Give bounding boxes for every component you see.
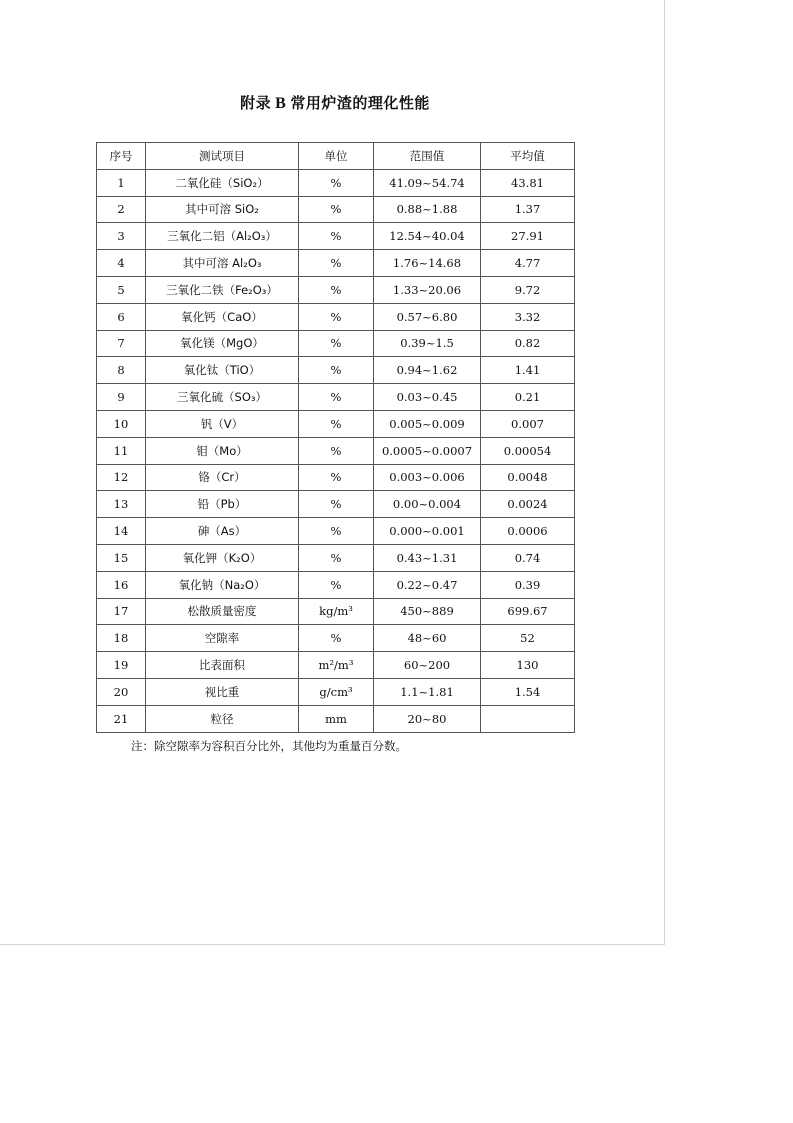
cell-no: 8 [97,357,146,384]
table-header-row [97,143,575,170]
cell-avg: 0.21 [481,384,575,411]
header-unit: 单位 [299,143,374,170]
cell-no: 21 [97,705,146,732]
cell-item: 松散质量密度 [146,598,299,625]
cell-unit: % [299,223,374,250]
cell-no: 2 [97,196,146,223]
cell-unit: % [299,518,374,545]
table-row [97,464,575,491]
cell-item: 铬（Cr） [146,464,299,491]
cell-avg: 43.81 [481,169,575,196]
cell-unit: % [299,410,374,437]
header-no: 序号 [97,143,146,170]
cell-unit: % [299,464,374,491]
cell-range: 60~200 [374,652,481,679]
cell-unit: % [299,625,374,652]
cell-item: 铅（Pb） [146,491,299,518]
cell-item: 三氧化硫（SO₃） [146,384,299,411]
cell-avg: 0.0048 [481,464,575,491]
cell-item: 其中可溶 SiO₂ [146,196,299,223]
cell-no: 16 [97,571,146,598]
cell-range: 41.09~54.74 [374,169,481,196]
table-row [97,544,575,571]
cell-range: 0.39~1.5 [374,330,481,357]
cell-avg: 1.54 [481,678,575,705]
header-item: 测试项目 [146,143,299,170]
cell-no: 3 [97,223,146,250]
cell-range: 0.005~0.009 [374,410,481,437]
cell-avg: 9.72 [481,276,575,303]
table-row [97,598,575,625]
cell-range: 0.22~0.47 [374,571,481,598]
header-range: 范围值 [374,143,481,170]
cell-unit: % [299,276,374,303]
cell-range: 0.43~1.31 [374,544,481,571]
cell-item: 二氧化硅（SiO₂） [146,169,299,196]
cell-range: 0.88~1.88 [374,196,481,223]
cell-no: 5 [97,276,146,303]
cell-item: 其中可溶 Al₂O₃ [146,250,299,277]
cell-no: 1 [97,169,146,196]
cell-item: 钼（Mo） [146,437,299,464]
cell-no: 20 [97,678,146,705]
cell-unit: % [299,571,374,598]
cell-item: 氧化钠（Na₂O） [146,571,299,598]
title-prefix: 附录 [240,94,272,112]
table-row [97,330,575,357]
cell-item: 氧化镁（MgO） [146,330,299,357]
cell-unit: % [299,544,374,571]
table-row [97,571,575,598]
cell-range: 0.003~0.006 [374,464,481,491]
cell-range: 1.33~20.06 [374,276,481,303]
cell-unit: % [299,303,374,330]
cell-range: 20~80 [374,705,481,732]
cell-item: 氧化钛（TiO） [146,357,299,384]
table-row [97,276,575,303]
page-title [0,92,670,113]
cell-item: 空隙率 [146,625,299,652]
cell-no: 13 [97,491,146,518]
cell-unit: % [299,491,374,518]
cell-item: 粒径 [146,705,299,732]
table-row [97,678,575,705]
table-row [97,384,575,411]
table-note: 注：除空隙率为容积百分比外，其他均为重量百分数。 [131,739,407,753]
header-avg: 平均值 [481,143,575,170]
cell-no: 9 [97,384,146,411]
cell-item: 砷（As） [146,518,299,545]
cell-unit: % [299,357,374,384]
cell-avg: 52 [481,625,575,652]
properties-table [96,142,575,733]
cell-avg: 0.39 [481,571,575,598]
cell-range: 0.57~6.80 [374,303,481,330]
cell-item: 比表面积 [146,652,299,679]
table-row [97,169,575,196]
cell-unit: % [299,330,374,357]
cell-avg: 0.0006 [481,518,575,545]
table-body [97,169,575,732]
cell-unit: g/cm³ [299,678,374,705]
cell-avg: 0.82 [481,330,575,357]
title-text: 常用炉渣的理化性能 [290,94,430,112]
cell-no: 19 [97,652,146,679]
cell-no: 18 [97,625,146,652]
cell-avg: 4.77 [481,250,575,277]
title-letter: B [275,95,287,112]
cell-item: 氧化钾（K₂O） [146,544,299,571]
table-row [97,250,575,277]
table-row [97,196,575,223]
cell-unit: % [299,169,374,196]
cell-no: 15 [97,544,146,571]
table-row [97,491,575,518]
table-row [97,357,575,384]
cell-unit: % [299,437,374,464]
cell-no: 6 [97,303,146,330]
cell-range: 0.0005~0.0007 [374,437,481,464]
cell-unit: mm [299,705,374,732]
cell-avg: 699.67 [481,598,575,625]
cell-item: 三氧化二铝（Al₂O₃） [146,223,299,250]
cell-avg: 1.37 [481,196,575,223]
table-row [97,625,575,652]
cell-item: 视比重 [146,678,299,705]
cell-no: 11 [97,437,146,464]
table-row [97,410,575,437]
cell-item: 钒（V） [146,410,299,437]
cell-no: 10 [97,410,146,437]
cell-unit: % [299,196,374,223]
cell-range: 48~60 [374,625,481,652]
table-row [97,437,575,464]
cell-unit: kg/m³ [299,598,374,625]
cell-range: 450~889 [374,598,481,625]
cell-unit: m²/m³ [299,652,374,679]
cell-item: 三氧化二铁（Fe₂O₃） [146,276,299,303]
cell-avg: 27.91 [481,223,575,250]
cell-avg: 0.0024 [481,491,575,518]
cell-avg: 1.41 [481,357,575,384]
cell-unit: % [299,250,374,277]
cell-avg: 130 [481,652,575,679]
cell-no: 17 [97,598,146,625]
table-row [97,303,575,330]
table-row [97,518,575,545]
cell-no: 14 [97,518,146,545]
cell-no: 7 [97,330,146,357]
cell-avg [481,705,575,732]
cell-avg: 0.007 [481,410,575,437]
cell-avg: 0.74 [481,544,575,571]
cell-range: 1.76~14.68 [374,250,481,277]
cell-range: 1.1~1.81 [374,678,481,705]
table-row [97,652,575,679]
table-row [97,223,575,250]
cell-avg: 0.00054 [481,437,575,464]
cell-no: 12 [97,464,146,491]
cell-range: 0.03~0.45 [374,384,481,411]
table-row [97,705,575,732]
cell-range: 0.000~0.001 [374,518,481,545]
cell-item: 氧化钙（CaO） [146,303,299,330]
cell-unit: % [299,384,374,411]
cell-range: 12.54~40.04 [374,223,481,250]
cell-avg: 3.32 [481,303,575,330]
cell-no: 4 [97,250,146,277]
cell-range: 0.00~0.004 [374,491,481,518]
cell-range: 0.94~1.62 [374,357,481,384]
